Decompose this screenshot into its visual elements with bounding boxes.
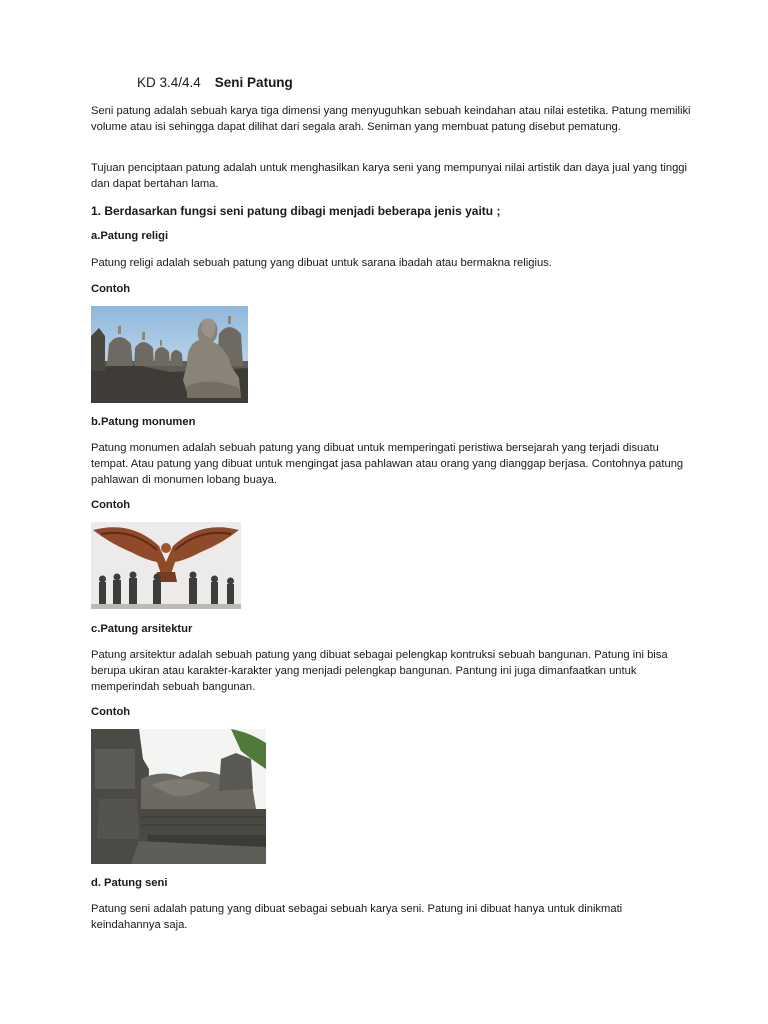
religi-example-label: Contoh: [91, 283, 131, 295]
arsitektur-example-label: Contoh: [91, 706, 131, 718]
arsitektur-body: Patung arsitektur adalah sebuah patung yang dibuat sebagai pelengkap kontruksi sebuah bangunan. Patung ini bisa berupa ukiran atau karakter-karakter yang menjadi pelengkap bangunan. Pantung ini juga dimanfaatkan untuk memperindah sebuah bangunan.: [91, 649, 668, 693]
seni-body: Patung seni adalah patung yang dibuat sebagai sebuah karya seni. Patung ini dibuat hanya untuk dinikmati keindahannya saja.: [91, 903, 623, 931]
intro-paragraph-1: Seni patung adalah sebuah karya tiga dimensi yang menyuguhkan sebuah keindahan atau nilai estetika. Patung memiliki volume atau isi sehingga dapat dilihat dari segala arah. Seniman yang membuat patung disebut pematung.: [91, 105, 691, 133]
title-code: KD 3.4/4.4: [137, 75, 201, 90]
monumen-body: Patung monumen adalah sebuah patung yang dibuat untuk memperingati peristiwa bersejarah yang terjadi disuatu tempat. Atau patung yang dibuat untuk mengingat jasa pahlawan atau orang yang dianggap berjasa. Contohnya patung pahlawan di monumen lobang buaya.: [91, 442, 684, 486]
intro-paragraph-2: Tujuan penciptaan patung adalah untuk menghasilkan karya seni yang mempunyai nilai artistik dan daya jual yang tinggi dan dapat bertahan lama.: [91, 162, 688, 190]
page-title: [137, 74, 293, 92]
temple-carving-image: [91, 729, 266, 864]
buddha-statue-image: [91, 306, 248, 403]
garuda-monument-image: [91, 522, 241, 609]
title-text: Seni Patung: [214, 75, 293, 90]
religi-body: Patung religi adalah sebuah patung yang dibuat untuk sarana ibadah atau bermakna religius.: [91, 257, 552, 269]
seni-heading: d. Patung seni: [91, 877, 168, 889]
religi-heading: a.Patung religi: [91, 230, 169, 242]
section-heading: 1. Berdasarkan fungsi seni patung dibagi menjadi beberapa jenis yaitu ;: [91, 204, 501, 218]
monumen-example-label: Contoh: [91, 499, 131, 511]
monumen-heading: b.Patung monumen: [91, 416, 196, 428]
arsitektur-heading: c.Patung arsitektur: [91, 623, 193, 635]
